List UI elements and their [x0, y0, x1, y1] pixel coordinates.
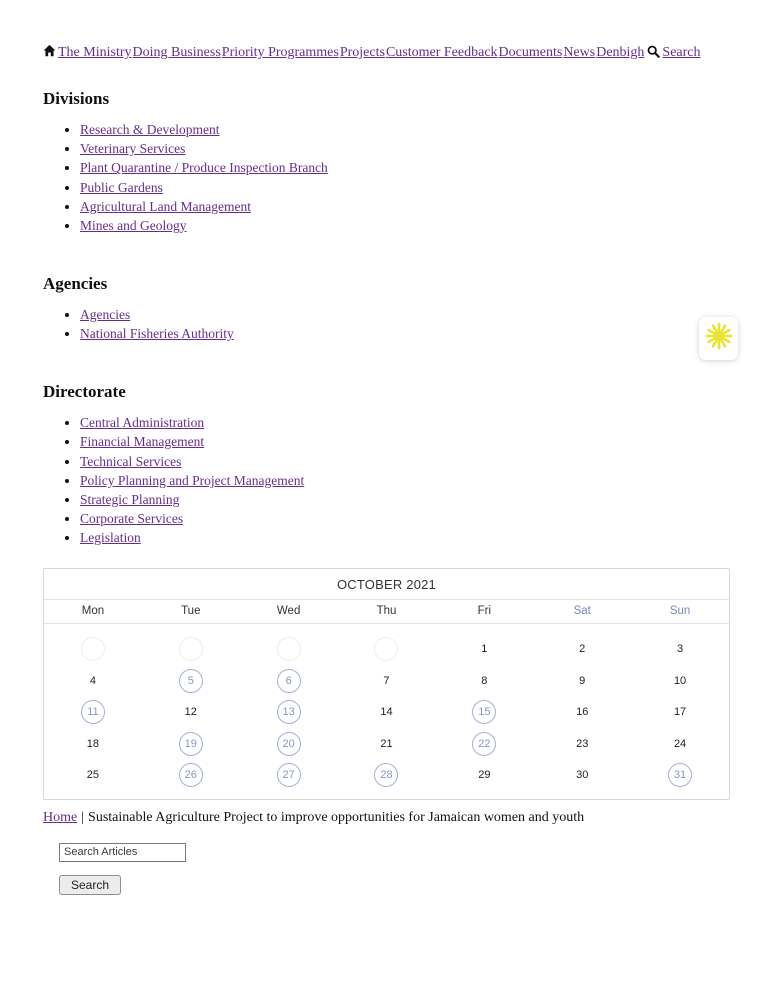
- calendar-day-8: [435, 665, 533, 697]
- list-item: [80, 434, 773, 450]
- calendar-day-18: [44, 728, 142, 760]
- event-day-11[interactable]: 11: [81, 700, 105, 724]
- list-item: [80, 473, 773, 489]
- event-day-19[interactable]: 19: [179, 732, 203, 756]
- section-heading-agencies: Agencies: [43, 273, 108, 293]
- calendar-blank-cell: [142, 633, 240, 665]
- calendar: [43, 568, 730, 800]
- calendar-day-12: [142, 696, 240, 728]
- day-number-14: 14: [380, 706, 393, 719]
- calendar-day-13: [240, 696, 338, 728]
- day-number-1: 1: [481, 643, 488, 656]
- weekday-sat: Sat: [573, 605, 591, 618]
- day-number-12: 12: [184, 706, 197, 719]
- calendar-weekday-row: [44, 600, 729, 624]
- day-number-17: 17: [673, 706, 687, 719]
- day-number-29: 29: [478, 769, 491, 782]
- event-day-20[interactable]: 20: [277, 732, 301, 756]
- event-day-13[interactable]: 13: [277, 700, 301, 724]
- day-number-16: 16: [576, 706, 589, 719]
- list-item: [80, 415, 773, 431]
- event-day-26[interactable]: 26: [179, 763, 203, 787]
- calendar-day-27: [240, 760, 338, 792]
- nav-link-customer-feedback[interactable]: Customer Feedback: [385, 45, 498, 60]
- nav-link-priority-programmes[interactable]: Priority Programmes: [221, 45, 339, 60]
- calendar-day-23: [533, 728, 631, 760]
- list-item: [80, 141, 773, 157]
- link-research-development[interactable]: Research & Development: [80, 122, 220, 137]
- list-item: [80, 218, 773, 234]
- calendar-day-30: [533, 760, 631, 792]
- calendar-day-26: [142, 760, 240, 792]
- accessibility-widget[interactable]: [699, 317, 738, 360]
- calendar-blank-cell: [44, 633, 142, 665]
- calendar-day-21: [338, 728, 436, 760]
- list-item: [80, 511, 773, 527]
- calendar-day-20: [240, 728, 338, 760]
- calendar-blank-cell: [338, 633, 436, 665]
- nav-link-denbigh[interactable]: Denbigh: [596, 45, 645, 60]
- calendar-grid: [44, 624, 729, 799]
- list-item: [80, 199, 773, 215]
- link-corporate-services[interactable]: Corporate Services: [80, 511, 184, 527]
- link-policy-planning-and-project-management[interactable]: Policy Planning and Project Management: [80, 472, 305, 488]
- link-plant-quarantine-produce-inspection-branch[interactable]: Plant Quarantine / Produce Inspection Branch: [80, 160, 328, 176]
- calendar-day-10: [631, 665, 729, 697]
- nav-link-news[interactable]: News: [563, 45, 596, 60]
- nav-link-the-ministry[interactable]: The Ministry: [58, 45, 132, 60]
- list-item: [80, 530, 773, 546]
- link-public-gardens[interactable]: Public Gardens: [80, 179, 163, 195]
- nav-search-link[interactable]: Search: [662, 45, 701, 60]
- day-number-7: 7: [383, 674, 390, 687]
- day-number-23: 23: [576, 737, 589, 750]
- list-item: [80, 307, 773, 323]
- event-day-27[interactable]: 27: [277, 763, 301, 787]
- section-list-agencies: [43, 307, 773, 342]
- calendar-day-22: [435, 728, 533, 760]
- list-item: [80, 122, 773, 138]
- calendar-day-14: [338, 696, 436, 728]
- list-item: [80, 454, 773, 470]
- blank-day-circle: [277, 637, 301, 661]
- calendar-day-25: [44, 760, 142, 792]
- day-number-18: 18: [86, 737, 100, 750]
- link-veterinary-services[interactable]: Veterinary Services: [80, 141, 186, 157]
- breadcrumb-separator: |: [81, 810, 85, 826]
- day-number-25: 25: [86, 769, 100, 782]
- calendar-day-29: [435, 760, 533, 792]
- section-heading-directorate: Directorate: [43, 382, 126, 402]
- starburst-icon: [705, 322, 733, 355]
- calendar-day-7: [338, 665, 436, 697]
- calendar-day-24: [631, 728, 729, 760]
- calendar-title: OCTOBER 2021: [44, 569, 729, 600]
- event-day-5[interactable]: 5: [179, 669, 203, 693]
- event-day-6[interactable]: 6: [277, 669, 301, 693]
- day-number-9: 9: [579, 674, 586, 687]
- weekday-wed: Wed: [276, 605, 301, 618]
- sections: [0, 89, 773, 546]
- day-number-3: 3: [677, 643, 684, 656]
- calendar-day-2: [533, 633, 631, 665]
- day-number-10: 10: [673, 674, 687, 687]
- calendar-day-16: [533, 696, 631, 728]
- day-number-2: 2: [579, 643, 586, 656]
- section-list-divisions: [43, 122, 773, 234]
- calendar-day-28: [338, 760, 436, 792]
- calendar-day-17: [631, 696, 729, 728]
- breadcrumb-page-title: Sustainable Agriculture Project to improve opportunities for Jamaican women and youth: [88, 810, 585, 826]
- blank-day-circle: [374, 637, 398, 661]
- link-financial-management[interactable]: Financial Management: [80, 434, 205, 450]
- section-list-directorate: [43, 415, 773, 546]
- calendar-day-6: [240, 665, 338, 697]
- calendar-day-9: [533, 665, 631, 697]
- link-technical-services[interactable]: Technical Services: [80, 453, 182, 469]
- link-national-fisheries-authority[interactable]: National Fisheries Authority: [80, 326, 234, 342]
- article-search: [59, 842, 773, 895]
- article-search-button[interactable]: Search: [59, 875, 121, 895]
- list-item: [80, 492, 773, 508]
- breadcrumb-home-link[interactable]: Home: [43, 810, 78, 826]
- nav-search[interactable]: [645, 45, 701, 60]
- calendar-day-19: [142, 728, 240, 760]
- calendar-blank-cell: [240, 633, 338, 665]
- link-central-administration[interactable]: Central Administration: [80, 415, 205, 431]
- calendar-day-5: [142, 665, 240, 697]
- event-day-22[interactable]: 22: [472, 732, 496, 756]
- event-day-31[interactable]: 31: [668, 763, 692, 787]
- link-agricultural-land-management[interactable]: Agricultural Land Management: [80, 198, 251, 214]
- weekday-sun: Sun: [669, 605, 691, 618]
- calendar-day-11: [44, 696, 142, 728]
- article-search-input[interactable]: [59, 843, 186, 862]
- weekday-thu: Thu: [376, 605, 397, 618]
- day-number-21: 21: [380, 737, 393, 750]
- nav-link-documents[interactable]: Documents: [498, 45, 563, 60]
- event-day-28[interactable]: 28: [374, 763, 398, 787]
- list-item: [80, 160, 773, 176]
- list-item: [80, 180, 773, 196]
- link-strategic-planning[interactable]: Strategic Planning: [80, 491, 180, 507]
- list-item: [80, 326, 773, 342]
- breadcrumb: [43, 810, 773, 826]
- blank-day-circle: [179, 637, 203, 661]
- calendar-day-15: [435, 696, 533, 728]
- day-number-24: 24: [673, 737, 687, 750]
- nav-links: [58, 45, 645, 60]
- event-day-15[interactable]: 15: [472, 700, 496, 724]
- calendar-day-3: [631, 633, 729, 665]
- nav-link-projects[interactable]: Projects: [339, 45, 385, 60]
- link-agencies[interactable]: Agencies: [80, 306, 131, 322]
- top-nav: [0, 0, 773, 63]
- calendar-day-1: [435, 633, 533, 665]
- weekday-tue: Tue: [181, 605, 201, 618]
- link-mines-and-geology[interactable]: Mines and Geology: [80, 217, 187, 233]
- home-icon[interactable]: [43, 44, 56, 62]
- nav-link-doing-business[interactable]: Doing Business: [132, 45, 221, 60]
- section-heading-divisions: Divisions: [43, 89, 110, 108]
- day-number-30: 30: [576, 769, 589, 782]
- calendar-day-4: [44, 665, 142, 697]
- weekday-mon: Mon: [81, 605, 105, 618]
- day-number-8: 8: [481, 674, 488, 687]
- weekday-fri: Fri: [477, 605, 492, 618]
- link-legislation[interactable]: Legislation: [80, 530, 141, 546]
- day-number-4: 4: [89, 674, 96, 687]
- blank-day-circle: [81, 637, 105, 661]
- search-icon: [647, 45, 660, 63]
- calendar-day-31: [631, 760, 729, 792]
